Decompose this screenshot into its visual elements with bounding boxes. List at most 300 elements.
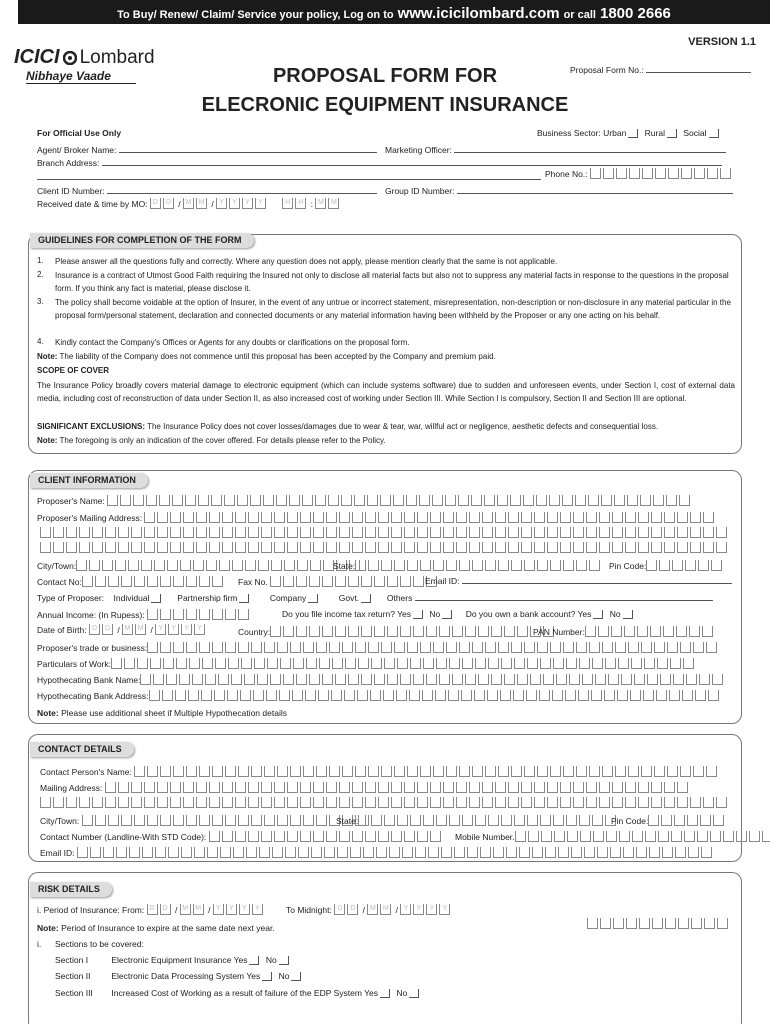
char-box[interactable] xyxy=(272,847,283,858)
char-box[interactable] xyxy=(82,815,93,826)
char-box[interactable] xyxy=(605,658,616,669)
char-box[interactable] xyxy=(456,512,467,523)
char-box[interactable] xyxy=(147,609,158,620)
char-box[interactable] xyxy=(160,576,171,587)
char-box[interactable] xyxy=(699,674,710,685)
char-box[interactable] xyxy=(511,560,522,571)
contact-pin-field[interactable] xyxy=(611,815,726,826)
char-box[interactable] xyxy=(116,847,127,858)
char-box[interactable] xyxy=(678,918,689,929)
char-box[interactable] xyxy=(599,797,610,808)
char-box[interactable] xyxy=(251,766,262,777)
char-box[interactable] xyxy=(706,766,717,777)
char-box[interactable] xyxy=(640,495,651,506)
char-box[interactable] xyxy=(701,847,712,858)
char-box[interactable] xyxy=(410,658,421,669)
char-box[interactable] xyxy=(461,690,472,701)
char-box[interactable] xyxy=(587,918,598,929)
char-box[interactable] xyxy=(482,782,493,793)
char-box[interactable] xyxy=(599,542,610,553)
char-box[interactable] xyxy=(651,512,662,523)
char-box[interactable] xyxy=(66,542,77,553)
char-box[interactable] xyxy=(602,766,613,777)
char-box[interactable] xyxy=(524,642,535,653)
char-box[interactable] xyxy=(550,766,561,777)
char-box[interactable] xyxy=(569,674,580,685)
char-box[interactable] xyxy=(318,690,329,701)
char-box[interactable] xyxy=(378,542,389,553)
char-box[interactable] xyxy=(430,542,441,553)
char-box[interactable] xyxy=(576,642,587,653)
char-box[interactable] xyxy=(322,576,333,587)
char-box[interactable] xyxy=(711,560,722,571)
marketing-officer-field[interactable] xyxy=(385,145,726,155)
char-box[interactable] xyxy=(547,527,558,538)
char-box[interactable] xyxy=(690,527,701,538)
char-box[interactable] xyxy=(628,642,639,653)
char-box[interactable] xyxy=(270,576,281,587)
char-box[interactable] xyxy=(619,831,630,842)
char-box[interactable] xyxy=(316,766,327,777)
char-box[interactable] xyxy=(222,831,233,842)
char-box[interactable] xyxy=(155,847,166,858)
char-box[interactable] xyxy=(684,831,695,842)
char-box[interactable] xyxy=(168,847,179,858)
proposer-state-field[interactable] xyxy=(333,560,602,571)
char-box[interactable] xyxy=(365,797,376,808)
char-box[interactable] xyxy=(108,576,119,587)
char-box[interactable] xyxy=(79,542,90,553)
char-box[interactable] xyxy=(656,690,667,701)
char-box[interactable] xyxy=(654,766,665,777)
char-box[interactable] xyxy=(417,797,428,808)
char-box[interactable] xyxy=(118,527,129,538)
char-box[interactable] xyxy=(186,642,197,653)
char-box[interactable] xyxy=(586,797,597,808)
char-box[interactable] xyxy=(160,815,171,826)
char-box[interactable] xyxy=(225,766,236,777)
section-2-row[interactable] xyxy=(55,971,305,981)
char-box[interactable] xyxy=(677,542,688,553)
char-box[interactable] xyxy=(506,847,517,858)
char-box[interactable] xyxy=(591,690,602,701)
char-box[interactable] xyxy=(358,815,369,826)
char-box[interactable] xyxy=(248,512,259,523)
char-box[interactable] xyxy=(562,495,573,506)
char-box[interactable] xyxy=(532,847,543,858)
proposer-pin-field[interactable] xyxy=(609,560,724,571)
landline-field[interactable] xyxy=(40,831,443,842)
char-box[interactable] xyxy=(147,642,158,653)
char-box[interactable] xyxy=(723,831,734,842)
char-box[interactable] xyxy=(579,815,590,826)
char-box[interactable] xyxy=(495,797,506,808)
char-box[interactable] xyxy=(378,527,389,538)
char-box[interactable] xyxy=(355,560,366,571)
char-box[interactable] xyxy=(199,766,210,777)
branch-address-field[interactable] xyxy=(37,158,722,168)
char-box[interactable] xyxy=(53,527,64,538)
char-box[interactable] xyxy=(612,782,623,793)
char-box[interactable] xyxy=(300,512,311,523)
char-box[interactable] xyxy=(495,527,506,538)
char-box[interactable] xyxy=(579,658,590,669)
char-box[interactable] xyxy=(352,542,363,553)
char-box[interactable] xyxy=(703,542,714,553)
char-box[interactable] xyxy=(374,576,385,587)
char-box[interactable] xyxy=(517,674,528,685)
char-box[interactable] xyxy=(521,797,532,808)
char-box[interactable] xyxy=(391,797,402,808)
char-box[interactable] xyxy=(365,782,376,793)
char-box[interactable] xyxy=(697,831,708,842)
char-box[interactable] xyxy=(648,815,659,826)
char-box[interactable] xyxy=(322,674,333,685)
char-box[interactable] xyxy=(612,527,623,538)
char-box[interactable] xyxy=(560,542,571,553)
char-box[interactable] xyxy=(558,847,569,858)
char-box[interactable] xyxy=(215,658,226,669)
char-box[interactable] xyxy=(537,766,548,777)
char-box[interactable] xyxy=(586,782,597,793)
char-box[interactable] xyxy=(612,797,623,808)
char-box[interactable] xyxy=(326,797,337,808)
char-box[interactable] xyxy=(465,674,476,685)
char-box[interactable] xyxy=(657,658,668,669)
char-box[interactable] xyxy=(248,831,259,842)
char-box[interactable] xyxy=(402,847,413,858)
urban-checkbox[interactable] xyxy=(628,129,638,138)
char-box[interactable] xyxy=(543,674,554,685)
char-box[interactable] xyxy=(198,495,209,506)
char-box[interactable] xyxy=(630,690,641,701)
char-box[interactable] xyxy=(632,831,643,842)
char-box[interactable] xyxy=(250,495,261,506)
char-box[interactable] xyxy=(521,512,532,523)
char-box[interactable] xyxy=(588,495,599,506)
char-box[interactable] xyxy=(303,815,314,826)
char-box[interactable] xyxy=(368,642,379,653)
char-box[interactable] xyxy=(274,831,285,842)
char-box[interactable] xyxy=(248,797,259,808)
char-box[interactable] xyxy=(712,674,723,685)
char-box[interactable] xyxy=(430,797,441,808)
char-box[interactable] xyxy=(497,495,508,506)
partnership-checkbox[interactable] xyxy=(239,594,249,603)
char-box[interactable] xyxy=(560,512,571,523)
char-box[interactable] xyxy=(144,527,155,538)
govt-checkbox[interactable] xyxy=(361,594,371,603)
char-box[interactable] xyxy=(348,674,359,685)
char-box[interactable] xyxy=(391,831,402,842)
char-box[interactable] xyxy=(625,782,636,793)
char-box[interactable] xyxy=(186,815,197,826)
char-box[interactable] xyxy=(482,527,493,538)
char-box[interactable] xyxy=(680,642,691,653)
char-box[interactable] xyxy=(176,658,187,669)
char-box[interactable] xyxy=(344,690,355,701)
char-box[interactable] xyxy=(690,512,701,523)
char-box[interactable] xyxy=(537,642,548,653)
char-box[interactable] xyxy=(365,512,376,523)
char-box[interactable] xyxy=(141,560,152,571)
char-box[interactable] xyxy=(608,674,619,685)
char-box[interactable] xyxy=(225,642,236,653)
char-box[interactable] xyxy=(519,847,530,858)
char-box[interactable] xyxy=(342,642,353,653)
char-box[interactable] xyxy=(576,560,587,571)
char-box[interactable] xyxy=(305,690,316,701)
char-box[interactable] xyxy=(677,797,688,808)
char-box[interactable] xyxy=(287,512,298,523)
char-box[interactable] xyxy=(639,918,650,929)
char-box[interactable] xyxy=(292,690,303,701)
char-box[interactable] xyxy=(513,690,524,701)
char-box[interactable] xyxy=(300,527,311,538)
char-box[interactable] xyxy=(188,690,199,701)
fax-field[interactable] xyxy=(238,576,439,587)
char-box[interactable] xyxy=(95,576,106,587)
char-box[interactable] xyxy=(706,642,717,653)
char-box[interactable] xyxy=(241,658,252,669)
char-box[interactable] xyxy=(703,512,714,523)
char-box[interactable] xyxy=(634,674,645,685)
char-box[interactable] xyxy=(280,658,291,669)
char-box[interactable] xyxy=(309,626,320,637)
char-box[interactable] xyxy=(232,560,243,571)
char-box[interactable] xyxy=(459,642,470,653)
contact-state-field[interactable] xyxy=(336,815,618,826)
char-box[interactable] xyxy=(354,495,365,506)
char-box[interactable] xyxy=(436,658,447,669)
char-box[interactable] xyxy=(433,642,444,653)
char-box[interactable] xyxy=(157,782,168,793)
char-box[interactable] xyxy=(659,560,670,571)
section-2-no-checkbox[interactable] xyxy=(291,972,301,981)
char-box[interactable] xyxy=(287,797,298,808)
char-box[interactable] xyxy=(173,642,184,653)
char-box[interactable] xyxy=(541,831,552,842)
char-box[interactable] xyxy=(663,626,674,637)
char-box[interactable] xyxy=(237,495,248,506)
char-box[interactable] xyxy=(352,782,363,793)
char-box[interactable] xyxy=(144,782,155,793)
char-box[interactable] xyxy=(339,782,350,793)
char-box[interactable] xyxy=(680,766,691,777)
char-box[interactable] xyxy=(508,527,519,538)
banner-url-link[interactable]: www.icicilombard.com xyxy=(397,5,560,22)
char-box[interactable] xyxy=(676,626,687,637)
char-box[interactable] xyxy=(228,658,239,669)
char-box[interactable] xyxy=(326,512,337,523)
char-box[interactable] xyxy=(407,766,418,777)
char-box[interactable] xyxy=(439,674,450,685)
char-box[interactable] xyxy=(378,831,389,842)
char-box[interactable] xyxy=(578,690,589,701)
char-box[interactable] xyxy=(664,782,675,793)
char-box[interactable] xyxy=(179,674,190,685)
char-box[interactable] xyxy=(235,527,246,538)
char-box[interactable] xyxy=(573,527,584,538)
char-box[interactable] xyxy=(341,495,352,506)
char-box[interactable] xyxy=(257,674,268,685)
char-box[interactable] xyxy=(471,495,482,506)
char-box[interactable] xyxy=(615,766,626,777)
char-box[interactable] xyxy=(270,674,281,685)
char-box[interactable] xyxy=(413,576,424,587)
char-box[interactable] xyxy=(585,626,596,637)
char-box[interactable] xyxy=(612,512,623,523)
char-box[interactable] xyxy=(573,512,584,523)
char-box[interactable] xyxy=(514,815,525,826)
char-box[interactable] xyxy=(121,815,132,826)
char-box[interactable] xyxy=(446,560,457,571)
period-to-field[interactable]: To Midnight: D D / M M / Y Y Y Y xyxy=(286,904,452,915)
char-box[interactable] xyxy=(589,560,600,571)
char-box[interactable] xyxy=(510,495,521,506)
char-box[interactable] xyxy=(417,527,428,538)
char-box[interactable] xyxy=(671,831,682,842)
char-box[interactable] xyxy=(469,782,480,793)
char-box[interactable] xyxy=(350,847,361,858)
char-box[interactable] xyxy=(378,512,389,523)
char-box[interactable] xyxy=(573,782,584,793)
proposer-mailing-line-2[interactable] xyxy=(40,527,729,538)
char-box[interactable] xyxy=(517,626,528,637)
char-box[interactable] xyxy=(319,658,330,669)
char-box[interactable] xyxy=(567,831,578,842)
char-box[interactable] xyxy=(627,495,638,506)
char-box[interactable] xyxy=(163,658,174,669)
char-box[interactable] xyxy=(651,797,662,808)
char-box[interactable] xyxy=(313,797,324,808)
char-box[interactable] xyxy=(381,766,392,777)
char-box[interactable] xyxy=(736,831,747,842)
char-box[interactable] xyxy=(472,766,483,777)
char-box[interactable] xyxy=(599,782,610,793)
char-box[interactable] xyxy=(131,797,142,808)
annual-income-field[interactable] xyxy=(37,609,251,620)
received-datetime-field[interactable]: Received date & time by MO: D D / M M / Y Y Y Y H H : M M xyxy=(37,198,341,209)
char-box[interactable] xyxy=(290,815,301,826)
char-box[interactable] xyxy=(246,847,257,858)
char-box[interactable] xyxy=(391,527,402,538)
char-box[interactable] xyxy=(300,797,311,808)
char-box[interactable] xyxy=(669,690,680,701)
char-box[interactable] xyxy=(394,560,405,571)
char-box[interactable] xyxy=(501,658,512,669)
proposer-mailing-line-3[interactable] xyxy=(40,542,729,553)
char-box[interactable] xyxy=(322,626,333,637)
char-box[interactable] xyxy=(664,542,675,553)
char-box[interactable] xyxy=(475,815,486,826)
char-box[interactable] xyxy=(219,560,230,571)
char-box[interactable] xyxy=(129,847,140,858)
char-box[interactable] xyxy=(469,797,480,808)
char-box[interactable] xyxy=(710,831,721,842)
char-box[interactable] xyxy=(277,642,288,653)
char-box[interactable] xyxy=(326,542,337,553)
char-box[interactable] xyxy=(186,576,197,587)
char-box[interactable] xyxy=(443,527,454,538)
char-box[interactable] xyxy=(115,560,126,571)
char-box[interactable] xyxy=(695,690,706,701)
char-box[interactable] xyxy=(462,815,473,826)
section-1-yes-checkbox[interactable] xyxy=(249,956,259,965)
char-box[interactable] xyxy=(592,658,603,669)
group-id-field[interactable] xyxy=(385,186,733,196)
char-box[interactable] xyxy=(160,609,171,620)
char-box[interactable] xyxy=(196,782,207,793)
char-box[interactable] xyxy=(235,797,246,808)
char-box[interactable] xyxy=(422,690,433,701)
char-box[interactable] xyxy=(420,766,431,777)
char-box[interactable] xyxy=(326,831,337,842)
char-box[interactable] xyxy=(149,690,160,701)
char-box[interactable] xyxy=(222,527,233,538)
char-box[interactable] xyxy=(480,847,491,858)
char-box[interactable] xyxy=(456,542,467,553)
char-box[interactable] xyxy=(478,674,489,685)
char-box[interactable] xyxy=(677,782,688,793)
char-box[interactable] xyxy=(131,782,142,793)
char-box[interactable] xyxy=(508,797,519,808)
char-box[interactable] xyxy=(245,560,256,571)
char-box[interactable] xyxy=(175,690,186,701)
char-box[interactable] xyxy=(698,560,709,571)
char-box[interactable] xyxy=(261,542,272,553)
char-box[interactable] xyxy=(689,626,700,637)
char-box[interactable] xyxy=(674,815,685,826)
char-box[interactable] xyxy=(456,797,467,808)
char-box[interactable] xyxy=(691,918,702,929)
char-box[interactable] xyxy=(547,542,558,553)
char-box[interactable] xyxy=(77,847,88,858)
char-box[interactable] xyxy=(592,815,603,826)
branch-address-line-2[interactable] xyxy=(37,172,541,182)
char-box[interactable] xyxy=(693,766,704,777)
char-box[interactable] xyxy=(147,576,158,587)
char-box[interactable] xyxy=(749,831,760,842)
char-box[interactable] xyxy=(666,495,677,506)
char-box[interactable] xyxy=(547,782,558,793)
char-box[interactable] xyxy=(376,847,387,858)
country-field[interactable] xyxy=(238,626,556,637)
char-box[interactable] xyxy=(601,495,612,506)
char-box[interactable] xyxy=(430,831,441,842)
char-box[interactable] xyxy=(449,815,460,826)
char-box[interactable] xyxy=(183,527,194,538)
char-box[interactable] xyxy=(636,847,647,858)
char-box[interactable] xyxy=(462,658,473,669)
char-box[interactable] xyxy=(274,797,285,808)
char-box[interactable] xyxy=(244,674,255,685)
char-box[interactable] xyxy=(339,831,350,842)
char-box[interactable] xyxy=(259,847,270,858)
char-box[interactable] xyxy=(449,658,460,669)
char-box[interactable] xyxy=(134,815,145,826)
char-box[interactable] xyxy=(261,782,272,793)
char-box[interactable] xyxy=(625,512,636,523)
char-box[interactable] xyxy=(105,782,116,793)
char-box[interactable] xyxy=(283,674,294,685)
contact-email-field[interactable] xyxy=(40,847,714,858)
char-box[interactable] xyxy=(220,847,231,858)
individual-checkbox[interactable] xyxy=(151,594,161,603)
char-box[interactable] xyxy=(617,690,628,701)
char-box[interactable] xyxy=(537,560,548,571)
client-id-field[interactable] xyxy=(37,186,377,196)
